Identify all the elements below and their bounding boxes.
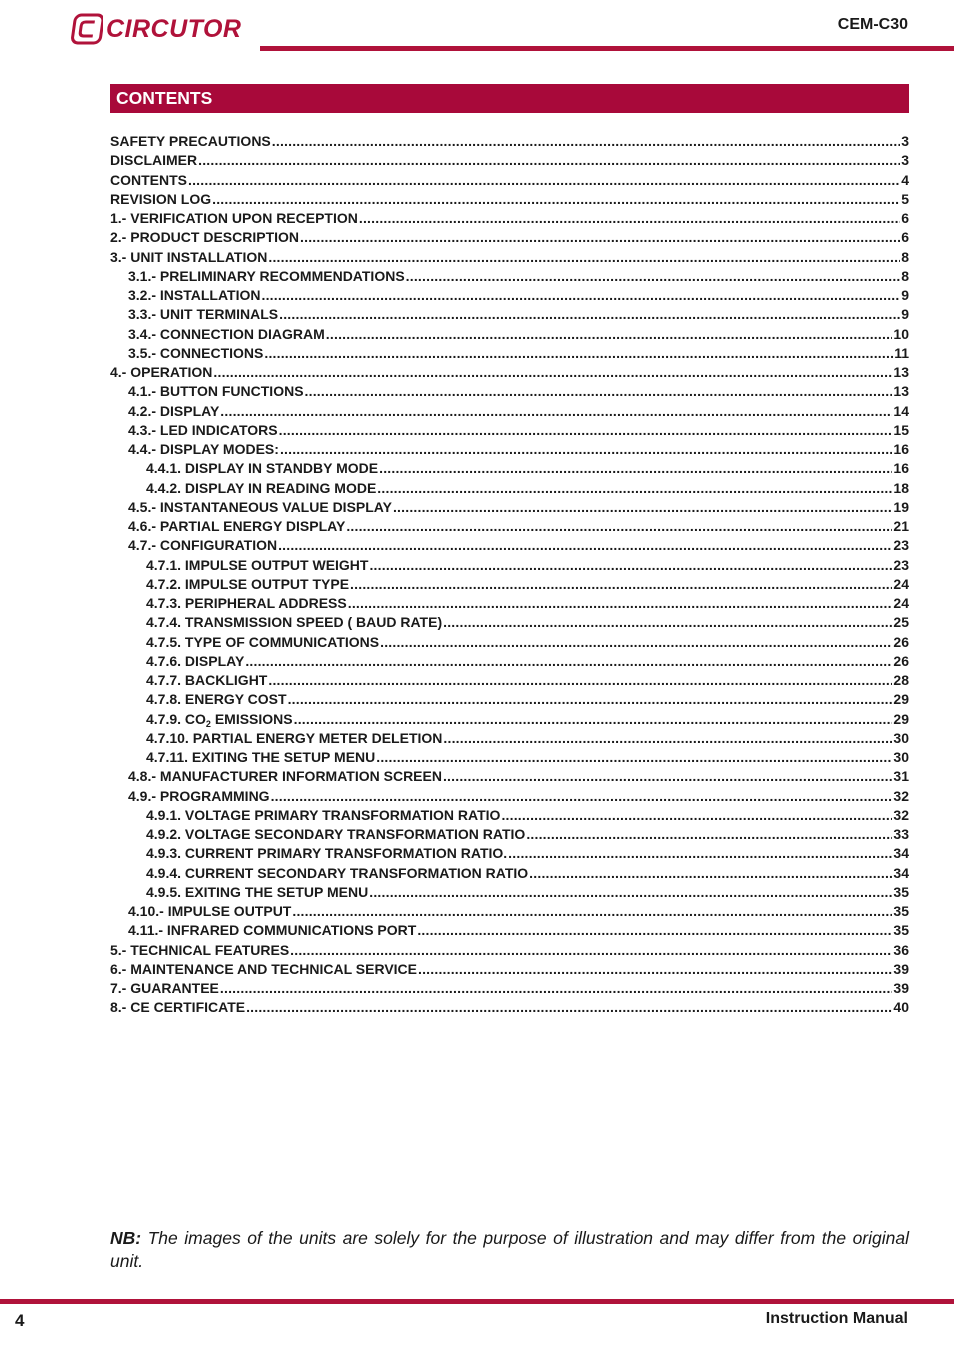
- toc-entry[interactable]: [110, 767, 909, 786]
- toc-entry-title: CONTENTS: [110, 171, 187, 188]
- brand-name: CIRCUTOR: [106, 14, 242, 43]
- toc-dot-leader: [348, 594, 893, 613]
- toc-entry-title: 4.4.2. DISPLAY IN READING MODE: [146, 479, 377, 496]
- toc-entry-page: 16: [893, 460, 909, 477]
- toc-entry-page: 13: [893, 383, 909, 400]
- table-of-contents: [110, 132, 909, 1018]
- toc-entry[interactable]: [110, 748, 909, 767]
- toc-dot-leader: [529, 864, 892, 883]
- toc-dot-leader: [264, 344, 893, 363]
- toc-entry[interactable]: [110, 729, 909, 748]
- toc-dot-leader: [350, 575, 892, 594]
- toc-entry-page: 23: [893, 556, 909, 573]
- toc-entry-title: 4.7.7. BACKLIGHT: [146, 672, 268, 688]
- toc-dot-leader: [380, 633, 892, 652]
- toc-entry-page: 34: [893, 845, 909, 862]
- note-text: The images of the units are solely for the purpose of illustration and may differ from the original unit.: [110, 1227, 909, 1271]
- toc-entry-title: 4.9.1. VOLTAGE PRIMARY TRANSFORMATION RATIO: [146, 806, 501, 823]
- toc-entry-title: 4.7.5. TYPE OF COMMUNICATIONS: [146, 633, 380, 650]
- toc-entry-title: 3.3.- UNIT TERMINALS: [128, 306, 279, 323]
- toc-entry[interactable]: [110, 421, 909, 440]
- toc-entry[interactable]: [110, 190, 909, 209]
- toc-entry[interactable]: [110, 517, 909, 536]
- toc-dot-leader: [369, 556, 892, 575]
- toc-entry[interactable]: [110, 286, 909, 305]
- toc-entry[interactable]: [110, 921, 909, 940]
- toc-dot-leader: [294, 710, 893, 729]
- toc-dot-leader: [377, 479, 892, 498]
- toc-entry-title: 2.- PRODUCT DESCRIPTION: [110, 229, 300, 246]
- toc-entry-page: 24: [893, 595, 909, 611]
- toc-entry-title: 4.9.5. EXITING THE SETUP MENU: [146, 883, 369, 900]
- toc-entry-title: 5.- TECHNICAL FEATURES: [110, 941, 290, 958]
- toc-entry-page: 30: [893, 729, 909, 746]
- toc-entry-page: 6: [901, 229, 909, 246]
- toc-entry-title: REVISION LOG: [110, 190, 212, 207]
- toc-entry-page: 35: [893, 883, 909, 900]
- toc-entry-title-part: EMISSIONS: [210, 710, 293, 727]
- toc-entry-subscript: 2: [205, 718, 211, 729]
- toc-entry-title: 3.2.- INSTALLATION: [128, 287, 261, 303]
- toc-entry-page: 35: [893, 922, 909, 939]
- toc-entry-title: 7.- GUARANTEE: [110, 980, 219, 996]
- footer-divider: [0, 1299, 954, 1304]
- toc-entry[interactable]: [110, 536, 909, 555]
- toc-entry[interactable]: [110, 248, 909, 267]
- toc-entry-page: 14: [893, 402, 909, 419]
- toc-dot-leader: [220, 402, 892, 421]
- toc-dot-leader: [376, 748, 892, 767]
- toc-entry[interactable]: [110, 902, 909, 921]
- toc-entry[interactable]: [110, 382, 909, 401]
- toc-entry-title: 3.- UNIT INSTALLATION: [110, 248, 268, 265]
- toc-entry-page: 32: [893, 806, 909, 823]
- toc-entry[interactable]: [110, 325, 909, 344]
- toc-entry-page: 31: [893, 768, 909, 785]
- toc-dot-leader: [369, 883, 892, 902]
- toc-entry-page: 21: [893, 518, 909, 534]
- page-number: 4: [15, 1311, 25, 1330]
- toc-dot-leader: [379, 459, 892, 478]
- toc-entry[interactable]: [110, 575, 909, 594]
- toc-dot-leader: [268, 671, 892, 690]
- toc-entry-title: 4.7.11. EXITING THE SETUP MENU: [146, 749, 376, 765]
- toc-dot-leader: [278, 536, 892, 555]
- toc-entry-page: 28: [893, 672, 909, 688]
- toc-entry[interactable]: [110, 171, 909, 190]
- toc-entry-page: 29: [893, 710, 909, 727]
- toc-dot-leader: [508, 844, 892, 863]
- toc-entry[interactable]: [110, 652, 909, 671]
- toc-entry-page: 26: [893, 652, 909, 669]
- toc-dot-leader: [417, 921, 892, 940]
- toc-entry-title: 4.9.4. CURRENT SECONDARY TRANSFORMATION RATIO: [146, 864, 529, 881]
- toc-dot-leader: [188, 171, 900, 190]
- toc-dot-leader: [443, 613, 892, 632]
- toc-entry[interactable]: [110, 228, 909, 247]
- toc-entry-page: 30: [893, 749, 909, 765]
- toc-entry[interactable]: [110, 402, 909, 421]
- toc-dot-leader: [246, 998, 892, 1017]
- model-name: CEM-C30: [837, 16, 908, 33]
- toc-entry[interactable]: [110, 363, 909, 382]
- toc-entry-title: 4.11.- INFRARED COMMUNICATIONS PORT: [128, 922, 417, 939]
- toc-entry[interactable]: [110, 459, 909, 478]
- toc-dot-leader: [268, 248, 900, 267]
- toc-entry[interactable]: [110, 844, 909, 863]
- header-divider: [260, 46, 954, 51]
- toc-entry-title: SAFETY PRECAUTIONS: [110, 133, 271, 149]
- toc-entry[interactable]: [110, 613, 909, 632]
- toc-entry-title: 4.4.- DISPLAY MODES:: [128, 441, 279, 457]
- toc-entry-page: 39: [893, 980, 909, 996]
- toc-entry[interactable]: [110, 440, 909, 459]
- toc-entry-page: 40: [893, 999, 909, 1016]
- toc-dot-leader: [212, 190, 900, 209]
- toc-dot-leader: [300, 228, 900, 247]
- toc-entry-title: 4.6.- PARTIAL ENERGY DISPLAY: [128, 518, 346, 534]
- toc-dot-leader: [279, 305, 900, 324]
- toc-entry[interactable]: [110, 479, 909, 498]
- toc-entry[interactable]: [110, 825, 909, 844]
- toc-dot-leader: [501, 806, 892, 825]
- toc-entry-title: 1.- VERIFICATION UPON RECEPTION: [110, 210, 358, 226]
- toc-entry[interactable]: [110, 979, 909, 998]
- toc-entry[interactable]: [110, 960, 909, 979]
- toc-entry[interactable]: [110, 710, 909, 729]
- toc-entry[interactable]: [110, 864, 909, 883]
- circutor-logo-icon: [71, 13, 103, 45]
- toc-entry[interactable]: [110, 883, 909, 902]
- toc-entry[interactable]: [110, 498, 909, 517]
- toc-dot-leader: [220, 979, 893, 998]
- toc-entry-title-part: 4.7.9. CO: [146, 710, 206, 727]
- toc-entry[interactable]: [110, 787, 909, 806]
- toc-entry-title: 4.7.1. IMPULSE OUTPUT WEIGHT: [146, 556, 369, 573]
- toc-entry[interactable]: [110, 671, 909, 690]
- toc-entry[interactable]: [110, 998, 909, 1017]
- toc-entry-title: 4.9.2. VOLTAGE SECONDARY TRANSFORMATION RATIO: [146, 826, 526, 842]
- toc-dot-leader: [406, 267, 901, 286]
- toc-entry-page: 4: [901, 171, 909, 188]
- toc-entry-page: 26: [893, 633, 909, 650]
- toc-dot-leader: [526, 825, 892, 844]
- footer-title: Instruction Manual: [765, 1310, 908, 1327]
- toc-entry-page: 16: [893, 441, 909, 457]
- toc-entry-page: 15: [893, 421, 909, 438]
- toc-entry-title: 4.3.- LED INDICATORS: [128, 421, 278, 438]
- toc-entry-title: 4.10.- IMPULSE OUTPUT: [128, 903, 292, 919]
- toc-entry[interactable]: [110, 690, 909, 709]
- toc-entry-page: 35: [893, 903, 909, 919]
- toc-dot-leader: [326, 325, 893, 344]
- toc-entry[interactable]: [110, 594, 909, 613]
- note-label: NB:: [110, 1227, 142, 1248]
- toc-entry[interactable]: [110, 556, 909, 575]
- toc-dot-leader: [359, 209, 900, 228]
- toc-dot-leader: [245, 652, 892, 671]
- toc-entry[interactable]: [110, 633, 909, 652]
- toc-entry-page: 5: [901, 190, 909, 207]
- toc-dot-leader: [292, 902, 892, 921]
- toc-entry-page: 6: [901, 210, 909, 226]
- toc-entry-title: 4.2.- DISPLAY: [128, 402, 220, 419]
- toc-dot-leader: [443, 729, 892, 748]
- toc-entry-page: 34: [893, 864, 909, 881]
- toc-entry-page: 10: [893, 325, 909, 342]
- toc-entry-page: 18: [893, 479, 909, 496]
- toc-entry-title: 4.4.1. DISPLAY IN STANDBY MODE: [146, 460, 379, 477]
- toc-entry-page: 3: [901, 133, 909, 149]
- toc-entry-page: 24: [893, 575, 909, 592]
- toc-dot-leader: [443, 767, 892, 786]
- toc-dot-leader: [272, 132, 900, 151]
- toc-entry-page: 25: [893, 614, 909, 631]
- toc-entry-title: 4.9.- PROGRAMMING: [128, 787, 270, 804]
- toc-dot-leader: [213, 363, 892, 382]
- contents-heading: CONTENTS: [110, 84, 909, 113]
- toc-entry-title: 6.- MAINTENANCE AND TECHNICAL SERVICE: [110, 960, 417, 977]
- toc-entry-page: 8: [901, 267, 909, 284]
- toc-dot-leader: [346, 517, 892, 536]
- toc-dot-leader: [305, 382, 893, 401]
- toc-dot-leader: [288, 690, 893, 709]
- toc-entry-page: 9: [901, 306, 909, 323]
- toc-entry-page: 36: [893, 941, 909, 958]
- toc-entry-title: 4.1.- BUTTON FUNCTIONS: [128, 383, 304, 400]
- toc-entry[interactable]: [110, 151, 909, 170]
- toc-entry-title: 4.7.- CONFIGURATION: [128, 537, 278, 554]
- toc-entry-page: 39: [893, 960, 909, 977]
- toc-entry-page: 8: [901, 248, 909, 265]
- toc-entry-title: 4.9.3. CURRENT PRIMARY TRANSFORMATION RATIO.: [146, 845, 508, 862]
- toc-entry-title: 3.4.- CONNECTION DIAGRAM: [128, 325, 325, 342]
- toc-entry-page: 32: [893, 787, 909, 804]
- toc-entry-title: 4.7.2. IMPULSE OUTPUT TYPE: [146, 575, 350, 592]
- toc-entry-title: 4.7.4. TRANSMISSION SPEED ( BAUD RATE): [146, 614, 443, 631]
- toc-entry-title: 4.- OPERATION: [110, 364, 213, 380]
- toc-dot-leader: [261, 286, 900, 305]
- toc-entry[interactable]: [110, 344, 909, 363]
- brand-logo: [71, 12, 241, 46]
- toc-dot-leader: [279, 421, 893, 440]
- illustration-note: [110, 1227, 909, 1273]
- toc-entry-title: 8.- CE CERTIFICATE: [110, 999, 246, 1016]
- toc-entry-title: 4.7.10. PARTIAL ENERGY METER DELETION: [146, 729, 443, 746]
- toc-entry-page: 19: [893, 498, 909, 515]
- toc-entry[interactable]: [110, 267, 909, 286]
- toc-entry[interactable]: [110, 941, 909, 960]
- toc-entry[interactable]: [110, 209, 909, 228]
- toc-entry-title: 4.7.8. ENERGY COST: [146, 691, 287, 708]
- toc-entry-title: 4.7.6. DISPLAY: [146, 652, 245, 669]
- toc-entry-title: 3.5.- CONNECTIONS: [128, 344, 264, 361]
- toc-entry[interactable]: [110, 305, 909, 324]
- toc-dot-leader: [271, 787, 893, 806]
- toc-entry-page: 29: [893, 691, 909, 708]
- toc-entry-title: 3.1.- PRELIMINARY RECOMMENDATIONS: [128, 267, 405, 284]
- toc-dot-leader: [198, 151, 900, 170]
- toc-dot-leader: [280, 440, 892, 459]
- toc-entry-title: 4.5.- INSTANTANEOUS VALUE DISPLAY: [128, 498, 392, 515]
- toc-entry-page: 3: [901, 152, 909, 169]
- toc-entry-title: DISCLAIMER: [110, 152, 198, 169]
- toc-entry[interactable]: [110, 132, 909, 151]
- toc-entry-page: 23: [893, 537, 909, 554]
- toc-entry-title: 4.7.3. PERIPHERAL ADDRESS: [146, 595, 347, 611]
- toc-entry-page: 33: [893, 826, 909, 842]
- toc-entry-title: [146, 710, 293, 729]
- toc-entry[interactable]: [110, 806, 909, 825]
- toc-dot-leader: [290, 941, 892, 960]
- toc-entry-page: 9: [901, 287, 909, 303]
- toc-entry-title: 4.8.- MANUFACTURER INFORMATION SCREEN: [128, 768, 442, 785]
- toc-dot-leader: [393, 498, 892, 517]
- toc-entry-page: 13: [893, 364, 909, 380]
- toc-dot-leader: [418, 960, 892, 979]
- toc-entry-page: 11: [894, 344, 909, 361]
